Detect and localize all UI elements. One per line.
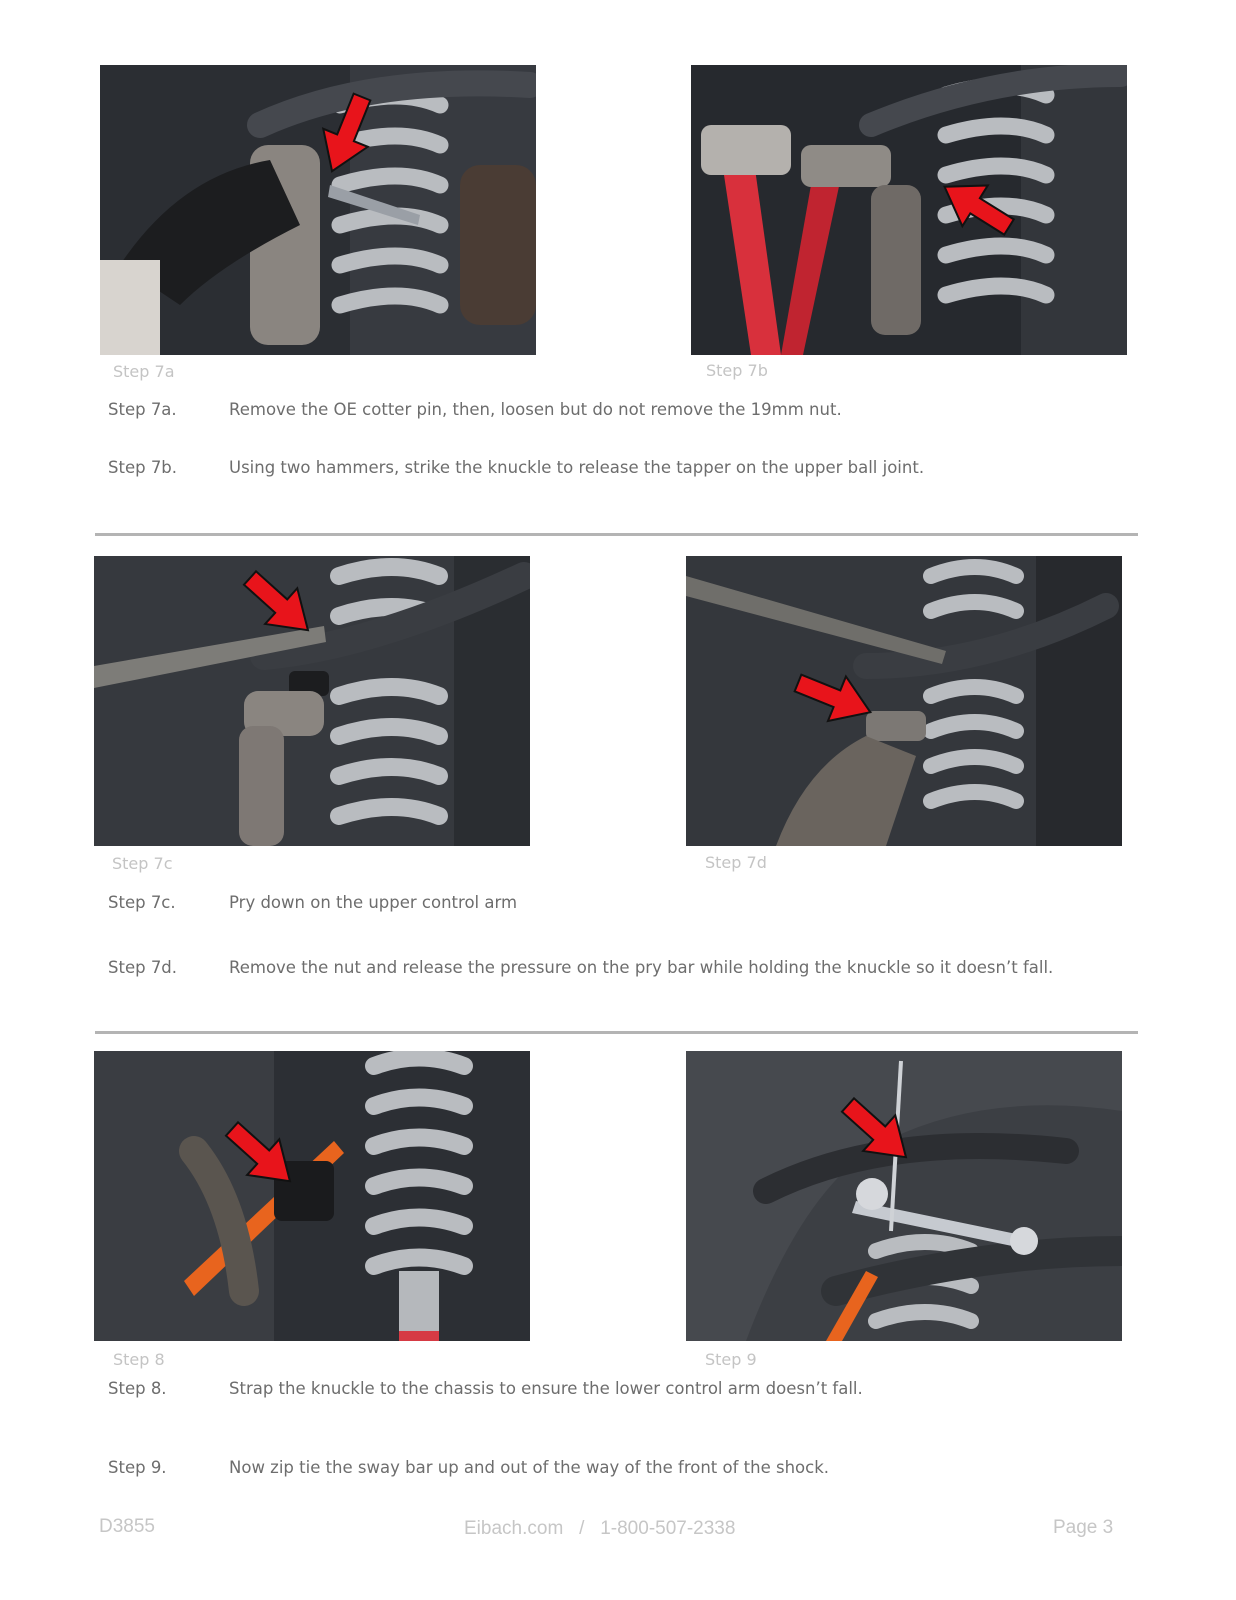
photo-step-7d <box>686 556 1122 846</box>
step-instruction: Pry down on the upper control arm <box>229 893 518 912</box>
figure-caption: Step 7d <box>705 853 767 872</box>
step-instruction: Remove the OE cotter pin, then, loosen but do not remove the 19mm nut. <box>229 400 842 419</box>
section-divider <box>95 1031 1138 1034</box>
step-instruction: Using two hammers, strike the knuckle to release the tapper on the upper ball joint. <box>229 458 925 477</box>
photo-step-7b <box>691 65 1127 355</box>
photo-step-8 <box>94 1051 530 1341</box>
step-instruction: Strap the knuckle to the chassis to ensure the lower control arm doesn’t fall. <box>229 1379 863 1398</box>
step-label: Step 7b. <box>108 458 178 477</box>
arrow-icon <box>691 65 1127 355</box>
step-instruction: Now zip tie the sway bar up and out of the way of the front of the shock. <box>229 1458 830 1477</box>
arrow-icon <box>686 1051 1122 1341</box>
figure-caption: Step 9 <box>705 1350 757 1369</box>
photo-step-7a <box>100 65 536 355</box>
arrow-icon <box>686 556 1122 846</box>
arrow-icon <box>94 556 530 846</box>
step-label: Step 8. <box>108 1379 167 1398</box>
step-label: Step 7d. <box>108 958 178 977</box>
photo-step-9 <box>686 1051 1122 1341</box>
step-label: Step 7a. <box>108 400 177 419</box>
arrow-icon <box>100 65 536 355</box>
figure-caption: Step 7a <box>113 362 175 381</box>
figure-caption: Step 8 <box>113 1350 165 1369</box>
figure-caption: Step 7b <box>706 361 768 380</box>
page-number: Page 3 <box>1053 1517 1114 1538</box>
footer-contact: Eibach.com / 1-800-507-2338 <box>464 1518 736 1539</box>
document-number: D3855 <box>99 1516 155 1537</box>
arrow-icon <box>94 1051 530 1341</box>
figure-caption: Step 7c <box>112 854 173 873</box>
step-label: Step 7c. <box>108 893 176 912</box>
step-label: Step 9. <box>108 1458 167 1477</box>
section-divider <box>95 533 1138 536</box>
photo-step-7c <box>94 556 530 846</box>
step-instruction: Remove the nut and release the pressure on the pry bar while holding the knuckle so it doesn’t fall. <box>229 958 1054 977</box>
